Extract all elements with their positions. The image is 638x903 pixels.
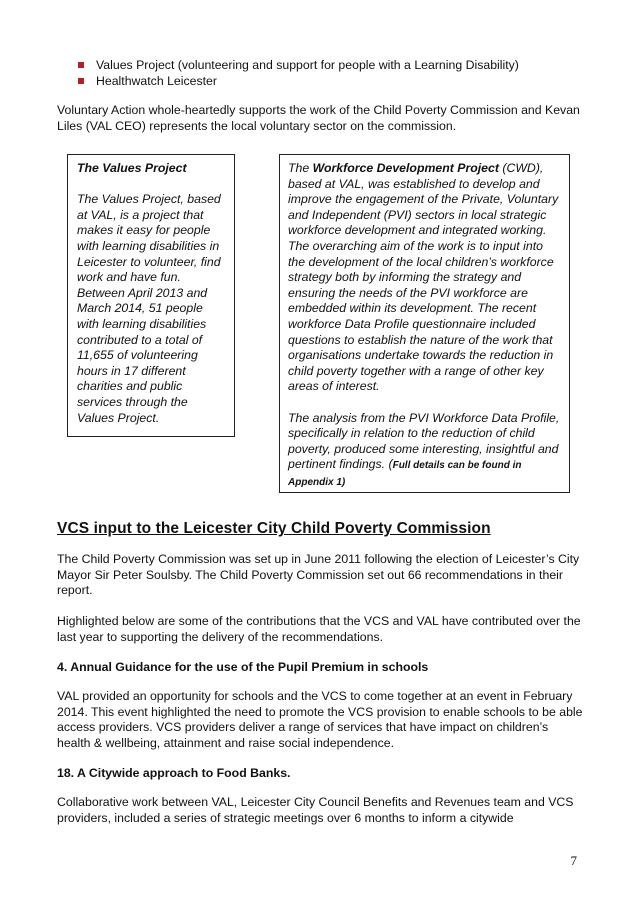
bullet-text: Values Project (volunteering and support for people with a Learning Disability) [96, 58, 519, 72]
workforce-box-paragraph-2 [288, 411, 561, 491]
square-bullet-icon [78, 78, 84, 84]
workforce-project-box [279, 154, 570, 493]
workforce-lead-in: The [288, 161, 313, 175]
square-bullet-icon [78, 62, 84, 68]
bullet-text: Healthwatch Leicester [96, 73, 217, 88]
workforce-analysis-text: The analysis from the PVI Workforce Data Profile, specifically in relation to the reduction of child poverty, produced some interesting, insightful and pertinent findings. ( [288, 410, 560, 472]
section-heading: VCS input to the Leicester City Child Poverty Commission [57, 520, 491, 537]
bullet-list [76, 58, 596, 89]
appendix-note: Full details can be found in Appendix 1) [288, 460, 522, 488]
food-banks-paragraph: Collaborative work between VAL, Leicester City Council Benefits and Revenues team and VCS providers, included a series of strategic meetings over 6 months to inform a citywide [57, 795, 574, 825]
pupil-premium-heading: 4. Annual Guidance for the use of the Pupil Premium in schools [57, 660, 429, 674]
food-banks-heading: 18. A Citywide approach to Food Banks. [57, 766, 291, 780]
page-number: 7 [570, 853, 577, 868]
workforce-box-title: Workforce Development Project [312, 161, 499, 175]
values-box-body: The Values Project, based at VAL, is a project that makes it easy for people with learning disabilities in Leicester to volunteer, find work and have fun. Between April 2013 and March 2014, 51 people with learning disabilities contributed to a total of 11,655 of volunteering hours in 17 different charities and public services through the Values Project. [77, 192, 221, 425]
bullet-item [76, 58, 596, 74]
values-box-title: The Values Project [77, 161, 187, 175]
bullet-item [76, 74, 596, 90]
intro-paragraph: Voluntary Action whole-heartedly supports the work of the Child Poverty Commission and Kevan Liles (VAL CEO) represents the local voluntary sector on the commission. [57, 103, 580, 133]
pupil-premium-paragraph: VAL provided an opportunity for schools and the VCS to come together at an event in February 2014. This event highlighted the need to promote the VCS provision to enable schools to be able access providers. VCS providers deliver a range of services that have impact on children’s health & wellbeing, attainment and raise social independence. [57, 689, 583, 750]
workforce-box-body: (CWD), based at VAL, was established to develop and improve the engagement of the Private, Voluntary and Independent (PVI) sectors in local strategic workforce development and integrated working. The overarching aim of the work is to input into the development of the local children’s workforce strategy both by informing the strategy and ensuring the needs of the PVI workforce are embedded within its development. The recent workforce Data Profile questionnaire included questions to establish the nature of the work that organisations undertake towards the reduction in child poverty together with a range of other key areas of interest. [288, 161, 559, 394]
workforce-box-paragraph [288, 161, 561, 395]
values-project-box [67, 154, 235, 437]
contributions-paragraph: Highlighted below are some of the contributions that the VCS and VAL have contributed over the last year to supporting the delivery of the recommendations. [57, 614, 581, 644]
commission-paragraph: The Child Poverty Commission was set up in June 2011 following the election of Leicester’s City Mayor Sir Peter Soulsby. The Child Poverty Commission set out 66 recommendations in their report. [57, 552, 580, 598]
